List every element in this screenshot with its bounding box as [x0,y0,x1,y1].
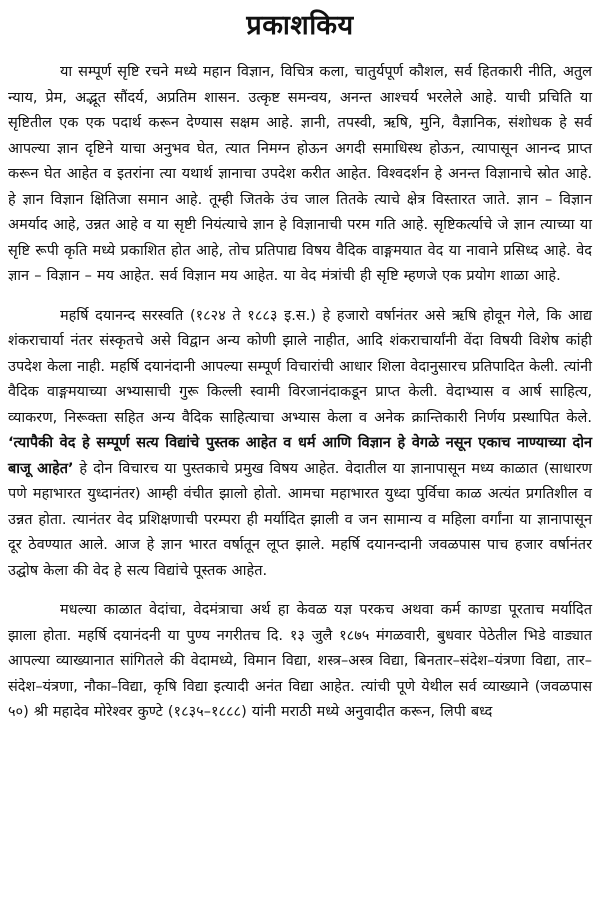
paragraph-3: मधल्या काळात वेदांचा, वेदमंत्राचा अर्थ हा केवळ यज्ञ परकच अथवा कर्म काण्डा पूरताच मर्यादित झाला होता. महर्षि दयानंदनी या पुण्य नगरीतच दि. १३ जुलै १८७५ मंगळवारी, बुधवार पेठेतील भिडे वाड्यात आपल्या व्याख्यानात सांगितले की वेदामध्ये, विमान विद्या, शस्त्र–अस्त्र विद्या, बिनतार–संदेश–यंत्रणा विद्या, तार–संदेश–यंत्रणा, नौका–विद्या, कृषि विद्या इत्यादी अनंत विद्या आहेत. त्यांची पूणे येथील सर्व व्याख्याने (जवळपास ५०) श्री महादेव मोरेश्वर कुण्टे (१८३५–१८८८) यांनी मराठी मध्ये अनुवादीत करून, लिपी बध्द [8,602,592,720]
paragraph-2-intro: महर्षि दयानन्द सरस्वति (१८२४ ते १८८३ इ.स.) हे हजारो वर्षानंतर असे ऋषि होवून गेले, कि आद्य शंकराचार्या नंतर संस्कृतचे असे विद्वान अन्य कोणी झाले नाहीत, आदि शंकराचार्यांनी वेंदा विषयी विशेष कांही उपदेश केला नाही. महर्षि दयानंदानी आपल्या सम्पूर्ण विचारांची आधार शिला वेदानुसारच प्रतिपादित केली. त्यांनी वैदिक वाङ्गमयाच्या अभ्यासाची गुरू किल्ली स्वामी विरजानंदाकडून प्राप्त केली. वेदाभ्यास व आर्ष साहित्य, व्याकरण, निरूक्ता सहित अन्य वैदिक साहित्याचा अभ्यास केला व अनेक क्रान्तिकारी निर्णय प्रस्थापित केले. [8,307,592,426]
paragraph-2-emphasis: ‘त्यापैकी वेद हे सम्पूर्ण सत्य विद्यांचे पुस्तक आहेत व धर्म आणि विज्ञान हे वेगळे नसून एकाच नाण्याच्या दोन बाजू आहेत’ [8,435,592,477]
paragraph-2-rest: हे दोन विचारच या पुस्तकाचे प्रमुख विषय आहेत. वेदातील या ज्ञानापासून मध्य काळात (साधारण पणे महाभारत युध्दानंतर) आम्ही वंचीत झालो होतो. आमचा महाभारत युध्दा पुर्विचा काळ अत्यंत प्रगतिशील व उन्नत होता. त्यानंतर वेद प्रशिक्षणाची परम्परा ही मर्यादित झाली व जन सामान्य व महिला वर्गांना या ज्ञानापासून दूर ठेवण्यात आले. आज हे ज्ञान भारत वर्षातून लूप्त झाले. महर्षि दयानन्दानी जवळपास पाच हजार वर्षानंतर उद्घोष केला की वेद हे सत्य विद्यांचे पूस्तक आहेत. [8,460,592,579]
paragraph-1: या सम्पूर्ण सृष्टि रचने मध्ये महान विज्ञान, विचित्र कला, चातुर्यपूर्ण कौशल, सर्व हितकारी नीति, अतुल न्याय, प्रेम, अद्भूत सौंदर्य, अप्रतिम शासन. उत्कृष्ट समन्वय, अनन्त आश्चर्य भरलेले आहे. याची प्रचिति या सृष्टितील एक एक पदार्थ करून देण्यास सक्षम आहे. ज्ञानी, तपस्वी, ऋषि, मुनि, वैज्ञानिक, संशोधक हे सर्व आपल्या ज्ञान दृष्टिने याचा अनुभव घेत, त्यात निमग्न होऊन अगदी समाधिस्थ होऊन, त्यापासून आनन्द प्राप्त करून घेत आहेत व इतरांना त्या यथार्थ ज्ञानाचा उपदेश करीत आहेत. विश्वदर्शन हे अनन्त विज्ञानाचे स्रोत आहे. हे ज्ञान विज्ञान क्षितिजा समान आहे. तूम्ही जितके उंच जाल तितके त्याचे क्षेत्र विस्तारत जाते. ज्ञान – विज्ञान अमर्याद आहे, उन्नत आहे व या सृष्टी नियंत्याचे ज्ञान हे विज्ञानाची परम गति आहे. सृष्टिकर्त्याचे जे ज्ञान त्याच्या या सृष्टि रूपी कृति मध्ये प्रकाशित होत आहे, तोच प्रतिपाद्य विषय वैदिक वाङ्गमयात वेद या नावाने प्रसिध्द आहे. वेद ज्ञान – विज्ञान – मय आहेत. सर्व विज्ञान मय आहेत. या वेद मंत्रांची ही सृष्टि म्हणजे एक प्रयोग शाळा आहे. [8,64,592,284]
page-title: प्रकाशकिय [246,10,354,41]
paragraph-2 [8,304,592,585]
